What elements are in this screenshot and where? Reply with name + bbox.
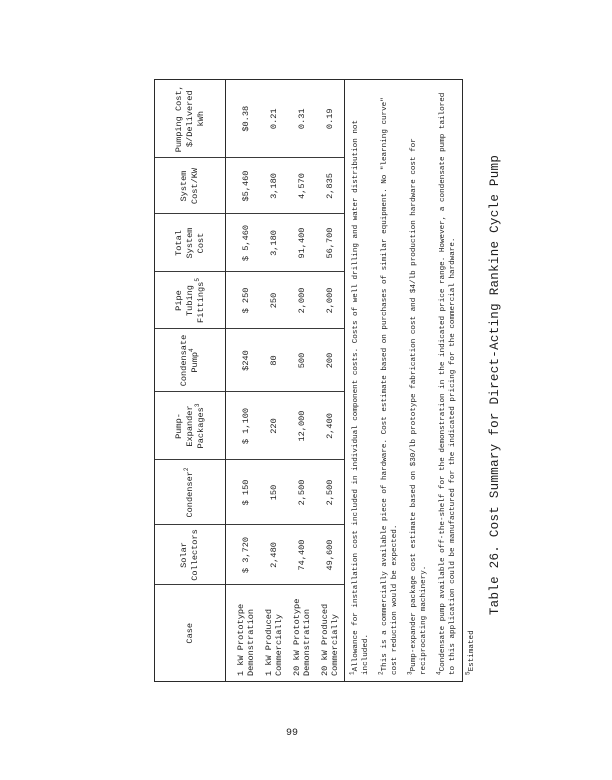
table-cell: 0.19	[325, 108, 335, 130]
col-header: Pipe Tubing Fittings$^5$	[155, 272, 226, 329]
table-cell: 4,570	[288, 158, 316, 214]
table-cell: $ 250	[226, 272, 261, 329]
table-cell: 2,500	[288, 460, 316, 525]
table-cell: 91,400	[288, 214, 316, 272]
table-cell: $ 3,720	[226, 525, 261, 585]
table-row	[260, 80, 288, 681]
table-cell: $240	[226, 329, 261, 392]
cost-summary-frame	[154, 79, 476, 682]
table-cell: 2,480	[260, 525, 288, 585]
table-cell: 2,835	[316, 158, 344, 214]
table-cell: 0.21	[269, 108, 279, 130]
table-cell: 1 kW Prototype Demonstration	[226, 585, 261, 681]
table-cell: $ 150	[226, 460, 261, 525]
footnote: $^5$Estimated	[464, 630, 476, 675]
table-cell: 3,180	[260, 158, 288, 214]
table-row	[316, 80, 344, 681]
table-cell: 56,700	[316, 214, 344, 272]
table-title: Table 26. Cost Summary for Direct-Acting Rankine Cycle Pump	[488, 154, 502, 616]
cost-summary-table	[155, 80, 344, 681]
footnotes	[344, 80, 477, 681]
table-cell: 74,400	[288, 525, 316, 585]
table-cell: 2,500	[316, 460, 344, 525]
table-cell: 0.31	[297, 108, 307, 130]
table-cell: 3,180	[260, 214, 288, 272]
table-cell: 1 kW Produced Commercially	[260, 585, 288, 681]
table-cell: 200	[316, 329, 344, 392]
col-header: Condensate Pump$^4$	[155, 329, 226, 392]
table-cell: 150	[260, 460, 288, 525]
table-cell: 20 kW Produced Commercially	[316, 585, 344, 681]
footnote: $^1$Allowance for installation cost included in individual component costs. Costs of well drilling and water distribution not included.	[348, 119, 370, 675]
footnote: $^2$This is a commercially available piece of hardware. Cost estimate based on purchases of similar equipment. No "learning curve" cost reduction would be expected.	[377, 97, 399, 675]
col-header: Pumping Cost, $/Delivered kWh	[155, 80, 226, 158]
table-cell: $ 1,100	[226, 392, 261, 460]
table-cell: 220	[260, 392, 288, 460]
table-cell: 2,000	[288, 272, 316, 329]
table-cell: 12,000	[288, 392, 316, 460]
col-header: Case	[155, 585, 226, 681]
table-cell: 80	[260, 329, 288, 392]
col-header: Pump-Expander Packages$^3$	[155, 392, 226, 460]
col-header: System Cost/KW	[155, 158, 226, 214]
table-cell: $5,460	[226, 158, 261, 214]
table-cell: $ 5,460	[226, 214, 261, 272]
col-header: Total System Cost	[155, 214, 226, 272]
table-cell: 2,400	[316, 392, 344, 460]
table-cell: $0.38	[241, 105, 251, 132]
table-row	[288, 80, 316, 681]
header-row	[155, 80, 226, 681]
table-row	[226, 80, 261, 681]
table-cell: 20 kW Prototype Demonstration	[288, 585, 316, 681]
col-header: Solar Collectors	[155, 525, 226, 585]
col-header: Condenser$^2$	[155, 460, 226, 525]
table-cell: 250	[260, 272, 288, 329]
footnote: $^3$Pump-expander package cost estimate based on $30/lb prototype fabrication cost and $4/lb production hardware cost for reciprocating machinery.	[406, 138, 428, 675]
table-cell: 49,600	[316, 525, 344, 585]
page-number: 99	[286, 728, 299, 739]
table-cell: 500	[288, 329, 316, 392]
footnote: $^4$Condensate pump available off-the-shelf for the demonstration in the indicated price range. However, a condensate pump tailored to this application could be manufactured for the indicated pricing for the commercial hardware.	[435, 92, 457, 675]
table-cell: 2,000	[316, 272, 344, 329]
